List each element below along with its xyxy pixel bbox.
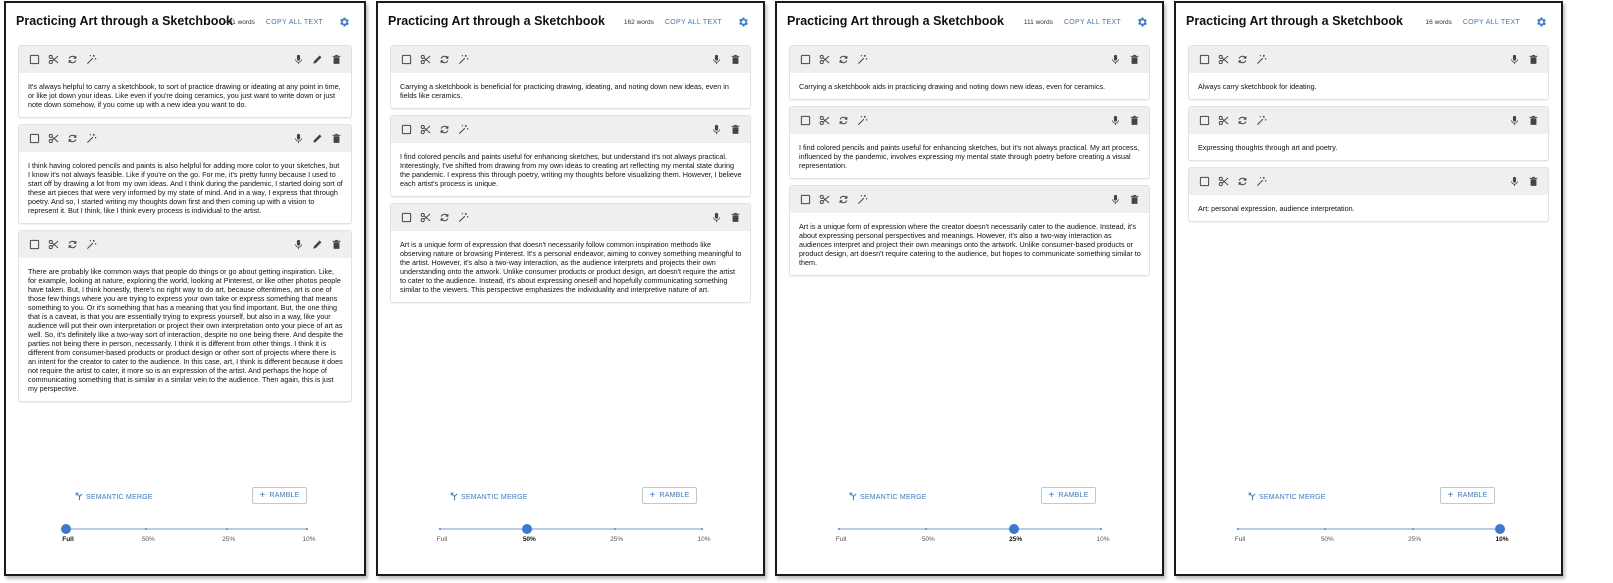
card-toolbar [1189, 46, 1548, 73]
page-title: Practicing Art through a Sketchbook [1186, 14, 1403, 28]
semantic-merge-label: SEMANTIC MERGE [86, 494, 153, 501]
scissors-icon[interactable] [47, 132, 60, 145]
summary-panel-4 [1174, 1, 1563, 576]
microphone-icon[interactable] [1508, 53, 1521, 66]
microphone-icon[interactable] [710, 53, 723, 66]
magic-wand-icon[interactable] [85, 53, 98, 66]
card-text[interactable]: Carrying a sketchbook is beneficial for practicing drawing, ideating, and noting down new ideas, even in fields like ceramics. [400, 82, 729, 100]
transcript-card [18, 230, 352, 402]
magic-wand-icon[interactable] [457, 53, 470, 66]
card-text[interactable]: It's always helpful to carry a sketchbook, to sort of practice drawing or ideating at any point in time, or like jot down your ideas. Like even if you're doing ceramics, you just want to write down or just note down somehow, if you come up with a new idea you want to do. [28, 82, 341, 109]
scissors-icon[interactable] [419, 211, 432, 224]
microphone-icon[interactable] [292, 238, 305, 251]
gear-icon[interactable] [1136, 16, 1148, 28]
gear-icon[interactable] [737, 16, 749, 28]
transcript-card [789, 185, 1150, 276]
magic-wand-icon[interactable] [85, 238, 98, 251]
trash-icon[interactable] [1527, 114, 1540, 127]
card-text[interactable]: I find colored pencils and paints useful for enhancing sketches, but understand it's not always practical. Interestingly, I've shifted from drawing from my own ideas to creating art reflecting my mental state during the pandemic. I express this through poetry, writing my thoughts before visualizing them. However, I believe each artist's process is unique. [400, 152, 742, 188]
merge-icon [450, 492, 461, 503]
card-toolbar [790, 107, 1149, 134]
panel-header [378, 3, 763, 41]
ramble-button[interactable] [1041, 487, 1096, 504]
trash-icon[interactable] [729, 53, 742, 66]
ramble-label: RAMBLE [1457, 492, 1488, 499]
ramble-button[interactable] [1440, 487, 1495, 504]
microphone-icon[interactable] [1109, 114, 1122, 127]
scissors-icon[interactable] [47, 53, 60, 66]
checkbox-icon[interactable] [28, 53, 41, 66]
trash-icon[interactable] [1527, 175, 1540, 188]
card-text[interactable]: There are probably like common ways that people do things or go about getting inspiration. Like, for example, looking at nature, exploring the world, looking at Pinterest, or like other photos people have taken. But, I think honestly, there's no right way to do art, because oftentimes, art is one of those few things where you are trying to express your own take or express something that means something to you. Or it's something that has a meaning that you find important. But, the one thing that is a caveat, is that you are essentially trying to express yourself, but also in a way, like your audience will put their own interpretation or project their own interpretation onto your piece of art as well. So, it's definitely like a two-way sort of interaction, despite no one being there. And despite the parties not being there in person, necessarily. I think it is different from other things. I think it is different from consumer-based products or product design or other sort of projects where there is an intent for the creator to cater to the audience. In this case, art, I think is different because it does not require the artist to cater, it more so is an expression of the artist. And perhaps the hope of communicating something that is similar in a similar vein to the audience. Then again, this is just my perspective. [28, 267, 344, 393]
card-toolbar [1189, 107, 1548, 134]
semantic-merge-button[interactable] [849, 492, 927, 503]
checkbox-icon[interactable] [400, 123, 413, 136]
scissors-icon[interactable] [818, 193, 831, 206]
semantic-merge-label: SEMANTIC MERGE [461, 494, 528, 501]
pencil-icon[interactable] [311, 132, 324, 145]
card-toolbar [19, 46, 351, 73]
magic-wand-icon[interactable] [457, 123, 470, 136]
microphone-icon[interactable] [710, 123, 723, 136]
scissors-icon[interactable] [419, 123, 432, 136]
plus-icon: + [259, 490, 266, 501]
scissors-icon[interactable] [1217, 175, 1230, 188]
card-text[interactable]: Carrying a sketchbook aids in practicing drawing and noting down new ideas, even for ceramics. [799, 82, 1106, 91]
microphone-icon[interactable] [1508, 114, 1521, 127]
slider-tick [439, 528, 441, 530]
ramble-button[interactable] [642, 487, 697, 504]
card-text[interactable]: I find colored pencils and paints useful for enhancing sketches, but it's not always practical. My art process, influenced by the pandemic, involves expressing my mental state through poetry before creating a visual representation. [799, 143, 1140, 170]
merge-icon [75, 492, 86, 503]
copy-all-text-button[interactable]: COPY ALL TEXT [265, 18, 323, 26]
scissors-icon[interactable] [1217, 53, 1230, 66]
microphone-icon[interactable] [1109, 53, 1122, 66]
panel-header [6, 3, 364, 41]
refresh-icon[interactable] [1236, 53, 1249, 66]
summary-level-slider[interactable] [835, 523, 1110, 547]
merge-icon [1248, 492, 1259, 503]
ramble-label: RAMBLE [659, 492, 690, 499]
card-toolbar [1189, 168, 1548, 195]
card-text[interactable]: Art is a unique form of expression where the creator doesn't necessarily cater to the audience. Instead, it's about expressing personal perspectives and meanings. However, it's also a two-way interaction as audiences interpret and project their own meanings onto the artwork. Unlike consumer-based products or product design, art doesn't require catering to the audience, but hopes to communicate something similar to them. [799, 222, 1141, 267]
semantic-merge-button[interactable] [450, 492, 528, 503]
trash-icon[interactable] [729, 211, 742, 224]
slider-label[interactable]: 25% [1408, 536, 1422, 543]
slider-label[interactable]: 50% [921, 536, 935, 543]
card-list [390, 45, 751, 309]
scissors-icon[interactable] [818, 114, 831, 127]
slider-tick [838, 528, 840, 530]
gear-icon[interactable] [1535, 16, 1547, 28]
scissors-icon[interactable] [1217, 114, 1230, 127]
scissors-icon[interactable] [419, 53, 432, 66]
trash-icon[interactable] [1128, 114, 1141, 127]
slider-label[interactable]: 10% [1495, 536, 1509, 543]
transcript-card [390, 115, 751, 197]
transcript-card [1188, 106, 1549, 161]
card-toolbar [391, 204, 750, 231]
refresh-icon[interactable] [837, 193, 850, 206]
pencil-icon[interactable] [311, 53, 324, 66]
trash-icon[interactable] [330, 132, 343, 145]
ramble-label: RAMBLE [1058, 492, 1089, 499]
microphone-icon[interactable] [292, 132, 305, 145]
checkbox-icon[interactable] [1198, 175, 1211, 188]
checkbox-icon[interactable] [400, 53, 413, 66]
checkbox-icon[interactable] [28, 238, 41, 251]
panel-header [777, 3, 1162, 41]
slider-label[interactable]: Full [835, 536, 847, 543]
panel-header [1176, 3, 1561, 41]
slider-thumb[interactable] [61, 524, 71, 534]
refresh-icon[interactable] [837, 114, 850, 127]
slider-tick [614, 528, 616, 530]
refresh-icon[interactable] [66, 132, 79, 145]
slider-tick [701, 528, 703, 530]
card-toolbar [790, 186, 1149, 213]
refresh-icon[interactable] [66, 53, 79, 66]
slider-tick [145, 528, 147, 530]
copy-all-text-button[interactable]: COPY ALL TEXT [1063, 18, 1121, 26]
transcript-card [1188, 45, 1549, 100]
slider-tick [1100, 528, 1102, 530]
slider-label[interactable]: Full [436, 536, 448, 543]
page-title: Practicing Art through a Sketchbook [16, 14, 233, 28]
slider-tick [1412, 528, 1414, 530]
checkbox-icon[interactable] [799, 193, 812, 206]
card-list [1188, 45, 1549, 228]
word-count: 162 words [623, 18, 654, 26]
checkbox-icon[interactable] [1198, 114, 1211, 127]
card-text[interactable]: I think having colored pencils and paints is also helpful for adding more color to your sketches, but I know it's not always feasible. Like if you're on the go. For me, it's pretty funny because I used to start off by drawing a lot from my own ideas. And I think during the pandemic, I started doing sort of these art pieces that were very informed by my state of mind. And in a way, I express that through poetry. And so, I started writing my thoughts down first and then coming up with a vision to represent it. But I think, like I think every process is individual to the artist. [28, 161, 343, 215]
card-text[interactable]: Expressing thoughts through art and poetry. [1198, 143, 1338, 152]
refresh-icon[interactable] [837, 53, 850, 66]
refresh-icon[interactable] [66, 238, 79, 251]
slider-tick [925, 528, 927, 530]
copy-all-text-button[interactable]: COPY ALL TEXT [664, 18, 722, 26]
slider-label[interactable]: 50% [1320, 536, 1334, 543]
slider-label[interactable]: 50% [141, 536, 155, 543]
microphone-icon[interactable] [1508, 175, 1521, 188]
card-text[interactable]: Art is a unique form of expression that doesn't necessarily follow common inspiration methods like observing nature or browsing Pinterest. It's a personal endeavor, aiming to convey something meaningful to the artist. However, it's also a two-way interaction, as the audience interprets and projects their own understanding onto the artwork. Unlike consumer products or product design, art doesn't require the artist to cater to the audience. Instead, it's about expressing oneself and hopefully communicating something similar to the viewers. This perspective emphasizes the individuality and interpretive nature of art. [400, 240, 742, 294]
slider-label[interactable]: 25% [610, 536, 624, 543]
gear-icon[interactable] [338, 16, 350, 28]
summary-panel-3 [775, 1, 1164, 576]
card-toolbar [19, 231, 351, 258]
trash-icon[interactable] [1527, 53, 1540, 66]
page-title: Practicing Art through a Sketchbook [388, 14, 605, 28]
slider-rail[interactable] [839, 528, 1101, 530]
slider-label[interactable]: 10% [697, 536, 711, 543]
summary-level-slider[interactable] [62, 523, 316, 547]
pencil-icon[interactable] [311, 238, 324, 251]
plus-icon: + [1048, 490, 1055, 501]
magic-wand-icon[interactable] [856, 193, 869, 206]
card-toolbar [391, 116, 750, 143]
transcript-card [1188, 167, 1549, 222]
ramble-button[interactable] [252, 487, 307, 504]
slider-label[interactable]: 10% [1096, 536, 1110, 543]
trash-icon[interactable] [729, 123, 742, 136]
slider-label[interactable]: 50% [522, 536, 536, 543]
word-count: 401 words [224, 18, 255, 26]
checkbox-icon[interactable] [799, 53, 812, 66]
transcript-card [18, 45, 352, 118]
card-list [789, 45, 1150, 282]
magic-wand-icon[interactable] [1255, 175, 1268, 188]
transcript-card [390, 203, 751, 303]
transcript-card [789, 45, 1150, 100]
checkbox-icon[interactable] [28, 132, 41, 145]
refresh-icon[interactable] [1236, 114, 1249, 127]
checkbox-icon[interactable] [799, 114, 812, 127]
slider-rail[interactable] [66, 528, 307, 530]
summary-level-slider[interactable] [436, 523, 711, 547]
slider-thumb[interactable] [1495, 524, 1505, 534]
slider-thumb[interactable] [1009, 524, 1019, 534]
copy-all-text-button[interactable]: COPY ALL TEXT [1462, 18, 1520, 26]
transcript-card [390, 45, 751, 109]
panel-footer [6, 487, 364, 507]
card-text[interactable]: Always carry sketchbook for ideating. [1198, 82, 1317, 91]
refresh-icon[interactable] [1236, 175, 1249, 188]
trash-icon[interactable] [330, 53, 343, 66]
refresh-icon[interactable] [438, 211, 451, 224]
summary-panel-1 [4, 1, 366, 576]
summary-panel-2 [376, 1, 765, 576]
slider-label[interactable]: Full [1234, 536, 1246, 543]
transcript-card [18, 124, 352, 224]
magic-wand-icon[interactable] [1255, 53, 1268, 66]
page-title: Practicing Art through a Sketchbook [787, 14, 1004, 28]
ramble-label: RAMBLE [269, 492, 300, 499]
semantic-merge-label: SEMANTIC MERGE [1259, 494, 1326, 501]
plus-icon: + [649, 490, 656, 501]
refresh-icon[interactable] [438, 123, 451, 136]
panel-footer [777, 487, 1162, 507]
transcript-card [789, 106, 1150, 179]
semantic-merge-button[interactable] [75, 492, 153, 503]
slider-label[interactable]: Full [62, 536, 74, 543]
semantic-merge-button[interactable] [1248, 492, 1326, 503]
semantic-merge-label: SEMANTIC MERGE [860, 494, 927, 501]
scissors-icon[interactable] [818, 53, 831, 66]
magic-wand-icon[interactable] [85, 132, 98, 145]
panel-footer [1176, 487, 1561, 507]
card-list [18, 45, 352, 408]
microphone-icon[interactable] [710, 211, 723, 224]
slider-tick [1237, 528, 1239, 530]
scissors-icon[interactable] [47, 238, 60, 251]
slider-tick [306, 528, 308, 530]
microphone-icon[interactable] [1109, 193, 1122, 206]
word-count: 16 words [1425, 18, 1452, 26]
slider-thumb[interactable] [522, 524, 532, 534]
microphone-icon[interactable] [292, 53, 305, 66]
slider-tick [226, 528, 228, 530]
card-toolbar [391, 46, 750, 73]
slider-rail[interactable] [1238, 528, 1500, 530]
magic-wand-icon[interactable] [856, 114, 869, 127]
card-text[interactable]: Art: personal expression, audience interpretation. [1198, 204, 1355, 213]
trash-icon[interactable] [1128, 193, 1141, 206]
slider-label[interactable]: 25% [222, 536, 236, 543]
summary-level-slider[interactable] [1234, 523, 1509, 547]
slider-tick [1324, 528, 1326, 530]
card-toolbar [19, 125, 351, 152]
slider-label[interactable]: 10% [302, 536, 316, 543]
magic-wand-icon[interactable] [1255, 114, 1268, 127]
magic-wand-icon[interactable] [457, 211, 470, 224]
slider-label[interactable]: 25% [1009, 536, 1023, 543]
trash-icon[interactable] [330, 238, 343, 251]
card-toolbar [790, 46, 1149, 73]
checkbox-icon[interactable] [400, 211, 413, 224]
slider-rail[interactable] [440, 528, 702, 530]
refresh-icon[interactable] [438, 53, 451, 66]
panel-footer [378, 487, 763, 507]
word-count: 111 words [1023, 18, 1053, 26]
plus-icon: + [1447, 490, 1454, 501]
checkbox-icon[interactable] [1198, 53, 1211, 66]
merge-icon [849, 492, 860, 503]
magic-wand-icon[interactable] [856, 53, 869, 66]
trash-icon[interactable] [1128, 53, 1141, 66]
